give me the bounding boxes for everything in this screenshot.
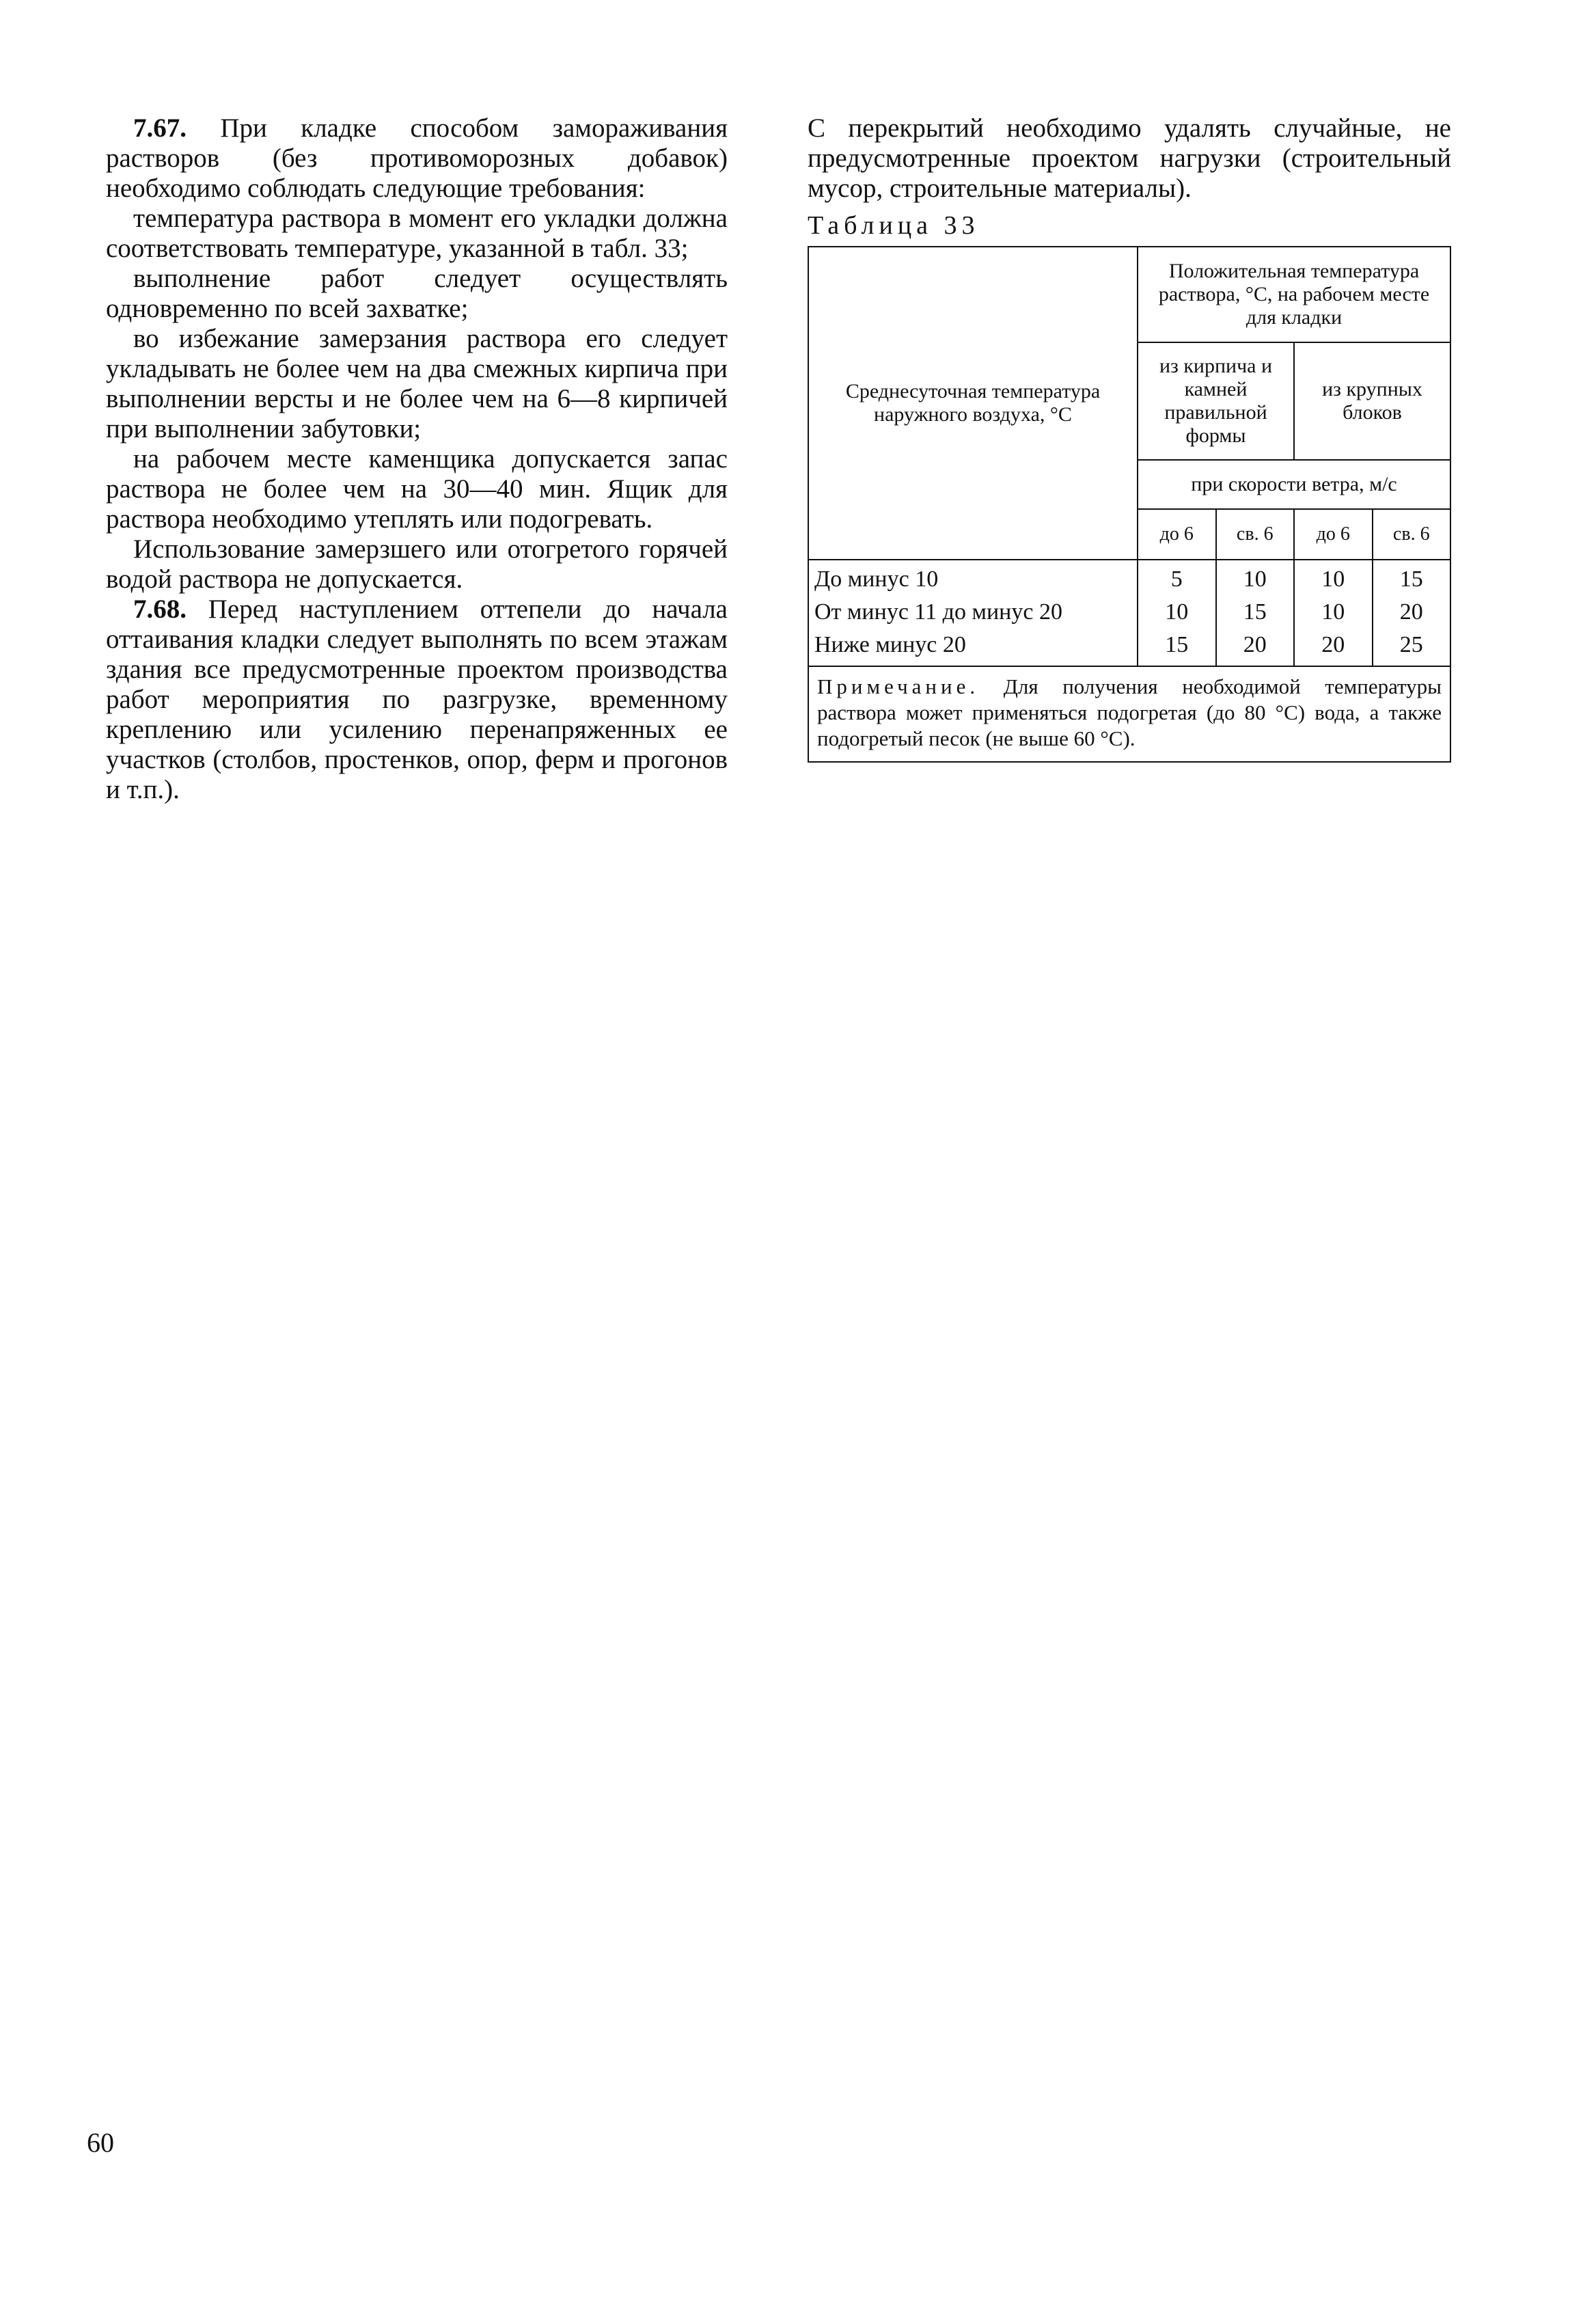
paragraph-7-67	[106, 113, 728, 204]
table-cell: 15	[1216, 596, 1295, 629]
table-cell: 20	[1294, 629, 1373, 666]
table-cell: 10	[1138, 596, 1216, 629]
table-cell: 25	[1373, 629, 1451, 666]
header-outdoor-temperature: Среднесуточная температура наружного воздуха, °С	[808, 247, 1138, 560]
requirement-temperature: температура раствора в момент его укладки должна соответствовать температуре, указанной в табл. 33;	[106, 204, 728, 263]
row-label: От минус 11 до минус 20	[808, 596, 1138, 629]
clause-number-7-68: 7.68.	[133, 594, 187, 624]
table-cell: 20	[1216, 629, 1295, 666]
subheader-cell: св. 6	[1373, 509, 1451, 560]
row-label: Ниже минус 20	[808, 629, 1138, 666]
paragraph-7-68	[106, 594, 728, 805]
table-cell: 5	[1138, 560, 1216, 596]
requirement-no-frozen-mortar: Использование замерзшего или отогретого горячей водой раствора не допускается.	[106, 534, 728, 594]
table-note-row	[808, 666, 1450, 762]
requirement-simultaneous: выполнение работ следует осуществлять одновременно по всей захватке;	[106, 264, 728, 323]
table-33	[808, 246, 1451, 763]
header-blocks-group: из крупных блоков	[1294, 342, 1450, 460]
left-column	[106, 113, 728, 805]
subheader-cell: св. 6	[1216, 509, 1295, 560]
requirement-mortar-supply: на рабочем месте каменщика допускается запас раствора не более чем на 30—40 мин. Ящик для раствора необходимо утеплять или подогревать.	[106, 444, 728, 534]
table-row	[808, 596, 1450, 629]
header-mortar-temperature: Положительная температура раствора, °С, на рабочем месте для кладки	[1138, 247, 1450, 342]
row-label: До минус 10	[808, 560, 1138, 596]
table-cell: 10	[1216, 560, 1295, 596]
subheader-cell: до 6	[1138, 509, 1216, 560]
table-row	[808, 560, 1450, 596]
table-cell: 15	[1373, 560, 1451, 596]
table-cell: 15	[1138, 629, 1216, 666]
table-cell: 20	[1373, 596, 1451, 629]
right-column	[808, 113, 1451, 763]
requirement-freezing: во избежание замерзания раствора его следует укладывать не более чем на два смежных кирпича при выполнении версты и не более чем на 6—8 кирпичей при выполнении забутовки;	[106, 324, 728, 443]
page-number: 60	[87, 2127, 114, 2158]
table-row	[808, 629, 1450, 666]
table-cell: 10	[1294, 560, 1373, 596]
table-note	[808, 666, 1450, 762]
intro-paragraph: С перекрытий необходимо удалять случайные, не предусмотренные проектом нагрузки (строительный мусор, строительные материалы).	[808, 113, 1451, 203]
header-wind-speed: при скорости ветра, м/с	[1138, 460, 1450, 509]
clause-number-7-67: 7.67.	[133, 113, 187, 143]
note-text: Для получения необходимой температуры раствора может применяться подогретая (до 80 °С) вода, а также подогретый песок (не выше 60 °С).	[817, 674, 1442, 750]
paragraph-7-68-text: Перед наступлением оттепели до начала оттаивания кладки следует выполнять по всем этажам здания все предусмотренные проектом производства работ мероприятия по разгрузке, временному креплению или усилению перенапряженных ее участков (столбов, простенков, опор, ферм и прогонов и т.п.).	[106, 594, 728, 804]
note-label: Примечание.	[817, 674, 980, 698]
paragraph-7-67-text: При кладке способом замораживания растворов (без противоморозных добавок) необходимо соблюдать следующие требования:	[106, 113, 728, 203]
header-brick-group: из кирпича и камней правильной формы	[1138, 342, 1294, 460]
table-cell: 10	[1294, 596, 1373, 629]
table-caption: Таблица 33	[808, 211, 980, 240]
subheader-cell: до 6	[1294, 509, 1373, 560]
